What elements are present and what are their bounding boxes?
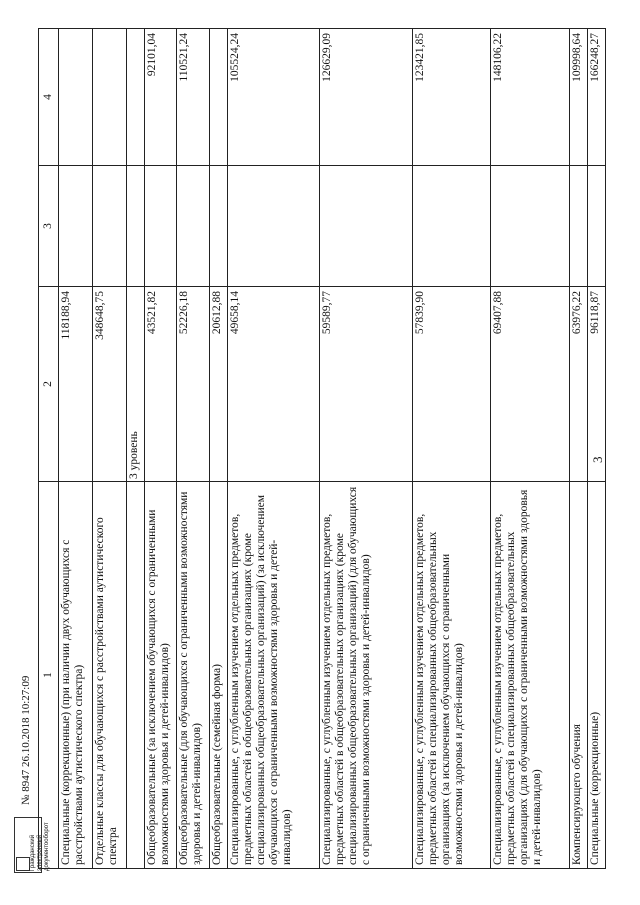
row-value-c3 bbox=[93, 166, 127, 287]
header-cell: 3 bbox=[39, 166, 59, 287]
row-value-c4: 148106,22 bbox=[491, 29, 570, 166]
table-header-row bbox=[39, 29, 59, 869]
table-row bbox=[177, 29, 210, 869]
row-value-c3 bbox=[228, 166, 320, 287]
table-row bbox=[570, 29, 588, 869]
document-footer: № 8947 26.10.2018 10:27:09 bbox=[20, 675, 32, 805]
row-value-c2: 57839,90 bbox=[412, 287, 491, 482]
row-name: Общеобразовательные (семейная форма) bbox=[210, 482, 228, 869]
row-name: Специализированные, с углубленным изучением отдельных предметов, предметных областей в специализированных общеобразовательных организациях (за исключением обучающихся с ограниченными возможностями здоровья и детей-инвалидов) bbox=[412, 482, 491, 869]
table-row bbox=[320, 29, 412, 869]
row-value-c4: 123421,85 bbox=[412, 29, 491, 166]
row-value-c2: 43521,82 bbox=[144, 287, 177, 482]
row-name: Специализированные, с углубленным изучением отдельных предметов, предметных областей в специализированных общеобразовательных организациях (для обучающихся с ограниченными возможностями здоровья и детей-инвалидов) bbox=[491, 482, 570, 869]
row-value-c4 bbox=[210, 29, 228, 166]
row-value-c4: 110521,24 bbox=[177, 29, 210, 166]
row-value-c3 bbox=[320, 166, 412, 287]
row-value-c3 bbox=[210, 166, 228, 287]
table-row bbox=[491, 29, 570, 869]
stamp-logo-icon bbox=[16, 857, 30, 871]
table-row bbox=[588, 29, 606, 869]
row-value-c3 bbox=[144, 166, 177, 287]
row-value-c2: 118188,94 bbox=[59, 287, 93, 482]
row-name: Специализированные, с углубленным изучением отдельных предметов, предметных областей в общеобразовательных организациях (кроме специализированных общеобразовательных организаций) (для обучающихся с ограниченными возможностями здоровья и детей-инвалидов) bbox=[320, 482, 412, 869]
page-number: 3 bbox=[590, 456, 605, 463]
row-value-c4: 109998,64 bbox=[570, 29, 588, 166]
table-row bbox=[228, 29, 320, 869]
header-cell: 4 bbox=[39, 29, 59, 166]
row-value-c3 bbox=[491, 166, 570, 287]
edo-stamp: Гражданский электронный документооборот bbox=[14, 817, 42, 873]
table-row bbox=[210, 29, 228, 869]
header-cell: 2 bbox=[39, 287, 59, 482]
table-row bbox=[412, 29, 491, 869]
row-value-c4 bbox=[59, 29, 93, 166]
row-name: Специализированные, с углубленным изучением отдельных предметов, предметных областей в общеобразовательных организациях (кроме специализированных общеобразовательных организаций) (за исключением обучающихся с ограниченными возможностями здоровья и детей-инвалидов) bbox=[228, 482, 320, 869]
table-row bbox=[93, 29, 127, 869]
row-value-c4: 126629,09 bbox=[320, 29, 412, 166]
section-title: 3 уровень bbox=[126, 287, 144, 482]
table-row bbox=[144, 29, 177, 869]
row-value-c4: 92101,04 bbox=[144, 29, 177, 166]
row-value-c3 bbox=[412, 166, 491, 287]
row-value-c3 bbox=[588, 166, 606, 287]
row-name: Отдельные классы для обучающихся с расстройствами аутистического спектра bbox=[93, 482, 127, 869]
row-value-c2: 49658,14 bbox=[228, 287, 320, 482]
row-value-c2: 348648,75 bbox=[93, 287, 127, 482]
row-value-c2: 59589,77 bbox=[320, 287, 412, 482]
row-value-c2: 20612,88 bbox=[210, 287, 228, 482]
header-cell: 1 bbox=[39, 482, 59, 869]
row-value-c2: 52226,18 bbox=[177, 287, 210, 482]
row-value-c4 bbox=[93, 29, 127, 166]
tariff-table bbox=[38, 28, 606, 869]
row-name: Общеобразовательные (для обучающихся с ограниченными возможностями здоровья и детей-инвалидов) bbox=[177, 482, 210, 869]
row-name: Общеобразовательные (за исключением обучающихся с ограниченными возможностями здоровья и детей-инвалидов) bbox=[144, 482, 177, 869]
row-value-c2: 69407,88 bbox=[491, 287, 570, 482]
row-value-c3 bbox=[59, 166, 93, 287]
row-name: Специальные (коррекционные) (при наличии двух обучающихся с расстройствами аутистического спектра) bbox=[59, 482, 93, 869]
row-value-c2: 96118,87 bbox=[588, 287, 606, 482]
row-value-c4: 105524,24 bbox=[228, 29, 320, 166]
table-row bbox=[59, 29, 93, 869]
section-row bbox=[126, 29, 144, 869]
row-name: Специальные (коррекционные) bbox=[588, 482, 606, 869]
row-value-c3 bbox=[570, 166, 588, 287]
row-value-c3 bbox=[177, 166, 210, 287]
row-name: Компенсирующего обучения bbox=[570, 482, 588, 869]
row-value-c2: 63976,22 bbox=[570, 287, 588, 482]
row-value-c4: 166248,27 bbox=[588, 29, 606, 166]
